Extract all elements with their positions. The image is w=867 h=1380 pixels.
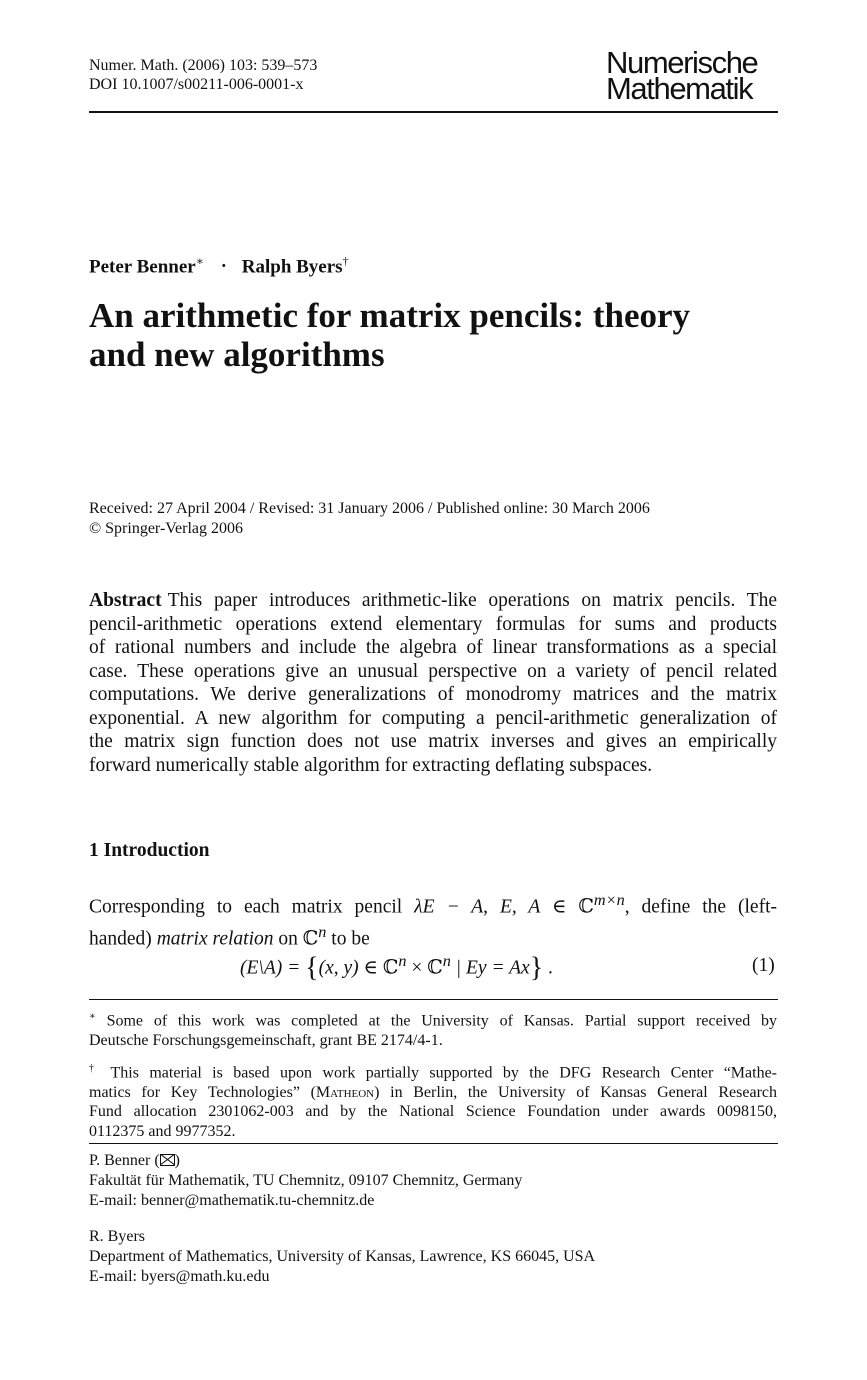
citation: Numer. Math. (2006) 103: 539–573 xyxy=(89,57,318,74)
superscript: n xyxy=(398,952,407,970)
footnote-text: Some of this work was completed at the University of Kansas. Partial support received by xyxy=(95,1012,777,1030)
abstract-line: pencil-arithmetic operations extend elementary formulas for sums and products xyxy=(89,613,777,635)
benner-affiliation: Fakultät für Mathematik, TU Chemnitz, 09107 Chemnitz, Germany xyxy=(89,1172,523,1189)
footnote-2 xyxy=(89,1059,777,1141)
author-byers-mark: † xyxy=(342,254,349,268)
equation-body: (x, y) ∈ xyxy=(318,957,383,979)
footnote-line: Fund allocation 2301062-003 and by the National Science Foundation under awards 0098150, xyxy=(89,1103,777,1121)
author-benner-mark: ∗ xyxy=(195,254,204,268)
footnote-line xyxy=(89,1007,777,1031)
footnote-text: This material is based upon work partially supported by the DFG Research Center “Mathe- xyxy=(100,1064,778,1082)
byers-affiliation: Department of Mathematics, University of Kansas, Lawrence, KS 66045, USA xyxy=(89,1248,596,1265)
publication-dates xyxy=(89,499,650,539)
intro-math: λE − A, E, A ∈ xyxy=(414,896,579,918)
footnote-line: 0112375 and 9977352. xyxy=(89,1122,236,1140)
intro-text: Corresponding to each matrix pencil xyxy=(89,896,415,918)
intro-text: , define the (left- xyxy=(624,896,777,918)
abstract-line: exponential. A new algorithm for computing a pencil-arithmetic generalization of xyxy=(89,707,777,729)
dimension-superscript: m×n xyxy=(593,891,625,909)
benner-name: P. Benner ( xyxy=(89,1152,160,1169)
intro-text: handed) xyxy=(89,928,157,949)
intro-paragraph xyxy=(89,888,777,951)
intro-line-2 xyxy=(89,920,777,952)
address-benner xyxy=(89,1151,522,1211)
abstract-text: This paper introduces arithmetic-like operations on matrix pencils. The xyxy=(167,590,777,611)
abstract-label: Abstract xyxy=(89,590,162,611)
brace-open: { xyxy=(305,952,319,984)
section-heading: 1 Introduction xyxy=(89,840,210,861)
abstract-line: forward numerically stable algorithm for extracting deflating subspaces. xyxy=(89,754,653,776)
footnote-mark: ∗ xyxy=(89,1011,96,1022)
mail-icon xyxy=(160,1154,175,1166)
address-byers xyxy=(89,1227,595,1287)
benner-name-line xyxy=(89,1151,522,1171)
complex-symbol: ℂ xyxy=(578,894,594,918)
abstract-line: case. These operations give an unusual perspective on a variety of pencil related xyxy=(89,660,777,682)
equation-lhs: (E\A) = xyxy=(240,957,306,979)
logo-line-2: Mathematik xyxy=(606,71,753,106)
abstract-line: computations. We derive generalizations of monodromy matrices and the matrix xyxy=(89,684,777,705)
byers-name: R. Byers xyxy=(89,1228,145,1245)
abstract-line xyxy=(89,589,777,613)
footnote-line: Deutsche Forschungsgemeinschaft, grant BE 2174/4-1. xyxy=(89,1031,443,1049)
author-separator: · xyxy=(220,256,227,278)
equation-number: (1) xyxy=(752,955,775,976)
author-benner: Peter Benner xyxy=(89,256,196,278)
logo-line-1: Numerische xyxy=(606,45,758,80)
complex-symbol: ℂ xyxy=(382,955,399,979)
benner-name-close: ) xyxy=(174,1152,180,1169)
journal-citation-block xyxy=(89,56,317,94)
abstract-line: the matrix sign function does not use matrix inverses and gives an empirically xyxy=(89,731,777,752)
footnote-text: ) in Berlin, the University of Kansas General Research xyxy=(374,1083,778,1101)
footnote-line xyxy=(89,1059,777,1083)
matheon-name: Matheon xyxy=(315,1083,375,1101)
times-symbol: × xyxy=(406,957,428,979)
doi: DOI 10.1007/s00211-006-0001-x xyxy=(89,76,304,93)
intro-text: to be xyxy=(326,928,370,949)
copyright: © Springer-Verlag 2006 xyxy=(89,520,244,537)
equation-1 xyxy=(240,952,553,985)
intro-text: on xyxy=(273,928,303,949)
footnote-text: matics for Key Technologies” ( xyxy=(89,1083,316,1101)
address-rule xyxy=(89,1143,778,1144)
footnote-mark: † xyxy=(89,1063,101,1074)
header-rule xyxy=(89,111,778,113)
equation-body: | Ey = Ax xyxy=(450,957,530,979)
title-line-2: and new algorithms xyxy=(89,335,385,374)
emphasis-term: matrix relation xyxy=(156,928,274,949)
author-line xyxy=(89,254,349,278)
footnote-rule xyxy=(89,999,778,1000)
brace-close: } xyxy=(529,952,544,984)
equation-end: . xyxy=(543,957,553,979)
intro-line-1 xyxy=(89,888,777,920)
footnote-1 xyxy=(89,1007,777,1050)
byers-email: E-mail: byers@math.ku.edu xyxy=(89,1268,270,1285)
benner-email: E-mail: benner@mathematik.tu-chemnitz.de xyxy=(89,1192,375,1209)
author-byers: Ralph Byers xyxy=(241,256,343,278)
history: Received: 27 April 2004 / Revised: 31 January 2006 / Published online: 30 March 2006 xyxy=(89,500,650,517)
paper-title xyxy=(89,296,779,374)
superscript: n xyxy=(442,952,451,970)
footnote-line xyxy=(89,1083,777,1103)
complex-symbol: ℂ xyxy=(427,955,443,979)
abstract-line: of rational numbers and include the algebra of linear transformations as a special xyxy=(89,637,777,658)
title-line-1: An arithmetic for matrix pencils: theory xyxy=(89,296,691,335)
complex-symbol: ℂ xyxy=(302,926,319,949)
journal-logo xyxy=(606,45,758,106)
abstract xyxy=(89,589,777,777)
dimension-superscript: n xyxy=(318,922,327,941)
